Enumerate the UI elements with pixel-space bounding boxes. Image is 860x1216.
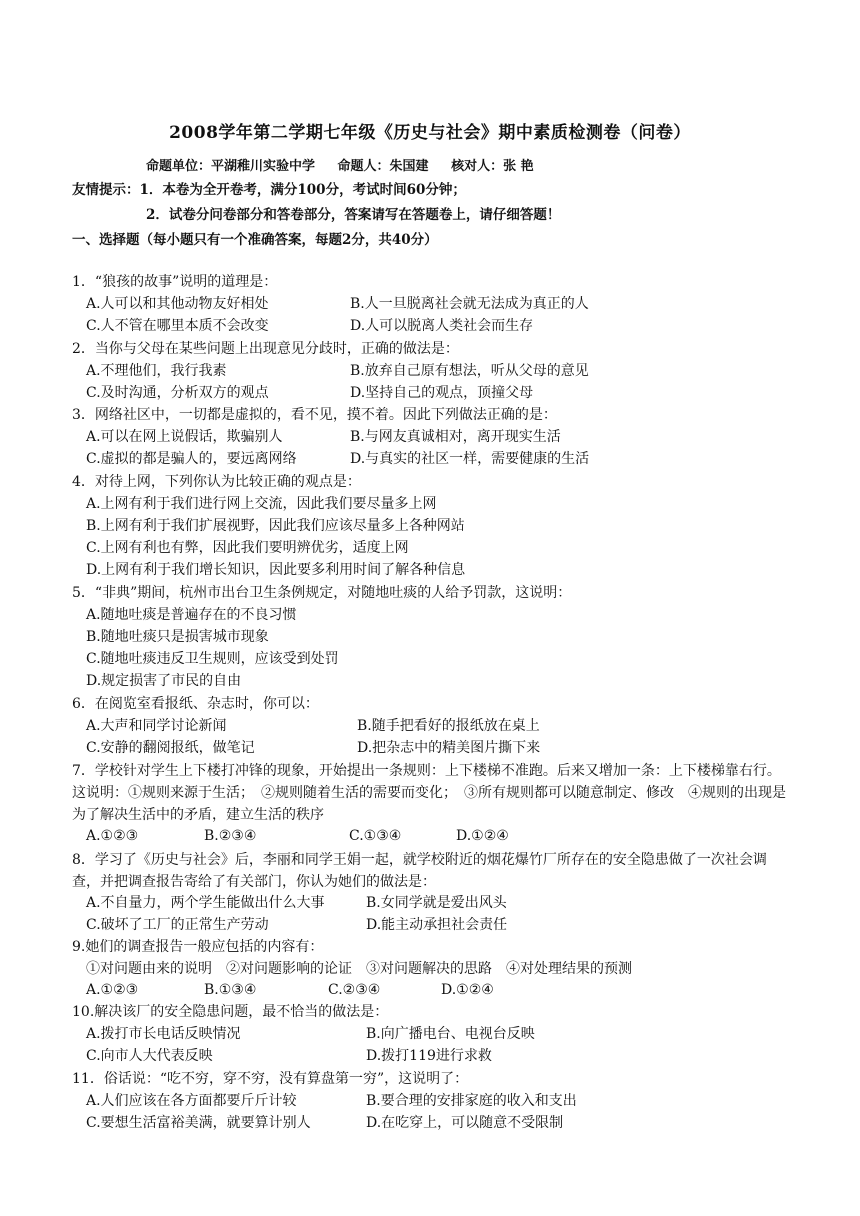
option: D.把杂志中的精美图片撕下来 xyxy=(357,740,541,756)
option: D.上网有利于我们增长知识，因此要多利用时间了解各种信息 xyxy=(86,562,466,578)
option: B.女同学就是爱出风头 xyxy=(366,895,507,911)
option: A.人们应该在各方面都要斤斤计较 xyxy=(86,1093,297,1109)
option: A.不理他们，我行我素 xyxy=(86,363,227,379)
option: C.随地吐痰违反卫生规则，应该受到处罚 xyxy=(86,651,339,667)
option: C.向市人大代表反映 xyxy=(86,1048,213,1064)
option: D.拨打119进行求救 xyxy=(366,1048,492,1064)
option: B.②③④ xyxy=(204,828,257,844)
question-stem: 2．当你与父母在某些问题上出现意见分歧时，正确的做法是： xyxy=(72,341,459,357)
meta-unit: 命题单位：平湖稚川实验中学 xyxy=(146,159,316,174)
option: B.上网有利于我们扩展视野，因此我们应该尽量多上各种网站 xyxy=(86,518,465,534)
meta-checker: 核对人：张 艳 xyxy=(451,159,534,174)
option: C.破坏了工厂的正常生产劳动 xyxy=(86,917,269,933)
option: C.②③④ xyxy=(328,982,381,998)
section-heading: 一、选择题（每小题只有一个准确答案，每题2分，共40分） xyxy=(72,232,438,248)
tip-line-2: 2．试卷分问卷部分和答卷部分，答案请写在答题卷上，请仔细答题！ xyxy=(146,207,561,223)
question-stem: 11．俗话说：“吃不穷，穿不穷，没有算盘第一穷”，这说明了： xyxy=(72,1071,469,1087)
question-stem: 5．“非典”期间，杭州市出台卫生条例规定，对随地吐痰的人给予罚款，这说明： xyxy=(72,585,572,601)
option: C.人不管在哪里本质不会改变 xyxy=(86,318,269,334)
option: D.在吃穿上，可以随意不受限制 xyxy=(366,1115,564,1131)
question-stem: 1．“狼孩的故事”说明的道理是： xyxy=(72,274,278,290)
option: B.与网友真诚相对，离开现实生活 xyxy=(350,429,561,445)
option: D.规定损害了市民的自由 xyxy=(86,673,242,689)
option: D.人可以脱离人类社会而生存 xyxy=(350,318,534,334)
option: D.与真实的社区一样，需要健康的生活 xyxy=(350,451,590,467)
option: B.随地吐痰只是损害城市现象 xyxy=(86,629,269,645)
option: D.坚持自己的观点，顶撞父母 xyxy=(350,385,534,401)
question-stem: 10.解决该厂的安全隐患问题，最不恰当的做法是： xyxy=(72,1004,389,1020)
option: A.上网有利于我们进行网上交流，因此我们要尽量多上网 xyxy=(86,496,437,512)
option: A.随地吐痰是普遍存在的不良习惯 xyxy=(86,607,297,623)
option: B.人一旦脱离社会就无法成为真正的人 xyxy=(350,296,589,312)
option: A.①②③ xyxy=(86,828,139,844)
tip-line-1: 友情提示：1．本卷为全开卷考，满分100分，考试时间60分钟； xyxy=(72,182,466,198)
option: D.能主动承担社会责任 xyxy=(366,917,508,933)
option: A.人可以和其他动物友好相处 xyxy=(86,296,269,312)
option: C.要想生活富裕美满，就要算计别人 xyxy=(86,1115,311,1131)
option: C.①③④ xyxy=(349,828,402,844)
option: B.①③④ xyxy=(204,982,257,998)
option: A.可以在网上说假话，欺骗别人 xyxy=(86,429,283,445)
question-stem: 7．学校针对学生上下楼打冲锋的现象，开始提出一条规则：上下楼梯不准跑。后来又增加一条：上下楼梯靠右行。这说明：①规则来源于生活； ②规则随着生活的需要而变化； ③所有规则都可以随意制定、修改 ④规则的出现是为了解决生活中的矛盾，建立生活的秩序 xyxy=(72,763,786,823)
question-stem: 3．网络社区中，一切都是虚拟的，看不见，摸不着。因此下列做法正确的是： xyxy=(72,407,557,423)
option: D.①②④ xyxy=(441,982,494,998)
option: A.①②③ xyxy=(86,982,139,998)
exam-title: 2008学年第二学期七年级《历史与社会》期中素质检测卷（问卷） xyxy=(169,123,691,143)
question-stem: 4．对待上网，下列你认为比较正确的观点是： xyxy=(72,474,361,490)
option: B.随手把看好的报纸放在桌上 xyxy=(357,718,540,734)
option: C.安静的翻阅报纸，做笔记 xyxy=(86,740,255,756)
option: C.及时沟通，分析双方的观点 xyxy=(86,385,269,401)
option: D.①②④ xyxy=(456,828,509,844)
meta-author: 命题人：朱国建 xyxy=(337,159,429,174)
option: B.放弃自己原有想法，听从父母的意见 xyxy=(350,363,589,379)
exam-meta xyxy=(146,155,552,174)
option: C.上网有利也有弊，因此我们要明辨优劣，适度上网 xyxy=(86,540,409,556)
question-stem: 6．在阅览室看报纸、杂志时，你可以： xyxy=(72,696,319,712)
option: B.向广播电台、电视台反映 xyxy=(366,1026,535,1042)
question-stem: 9.她们的调查报告一般应包括的内容有： xyxy=(72,939,324,955)
option: A.拨打市长电话反映情况 xyxy=(86,1026,241,1042)
option: C.虚拟的都是骗人的，要远离网络 xyxy=(86,451,297,467)
option: A.不自量力，两个学生能做出什么大事 xyxy=(86,895,325,911)
question-stem: 8．学习了《历史与社会》后，李丽和同学王娟一起，就学校附近的烟花爆竹厂所存在的安全隐患做了一次社会调查，并把调查报告寄给了有关部门，你认为她们的做法是： xyxy=(72,852,767,890)
option: B.要合理的安排家庭的收入和支出 xyxy=(366,1093,577,1109)
option: A.大声和同学讨论新闻 xyxy=(86,718,227,734)
question-sub-items: ①对问题由来的说明 ②对问题影响的论证 ③对问题解决的思路 ④对处理结果的预测 xyxy=(86,961,632,977)
